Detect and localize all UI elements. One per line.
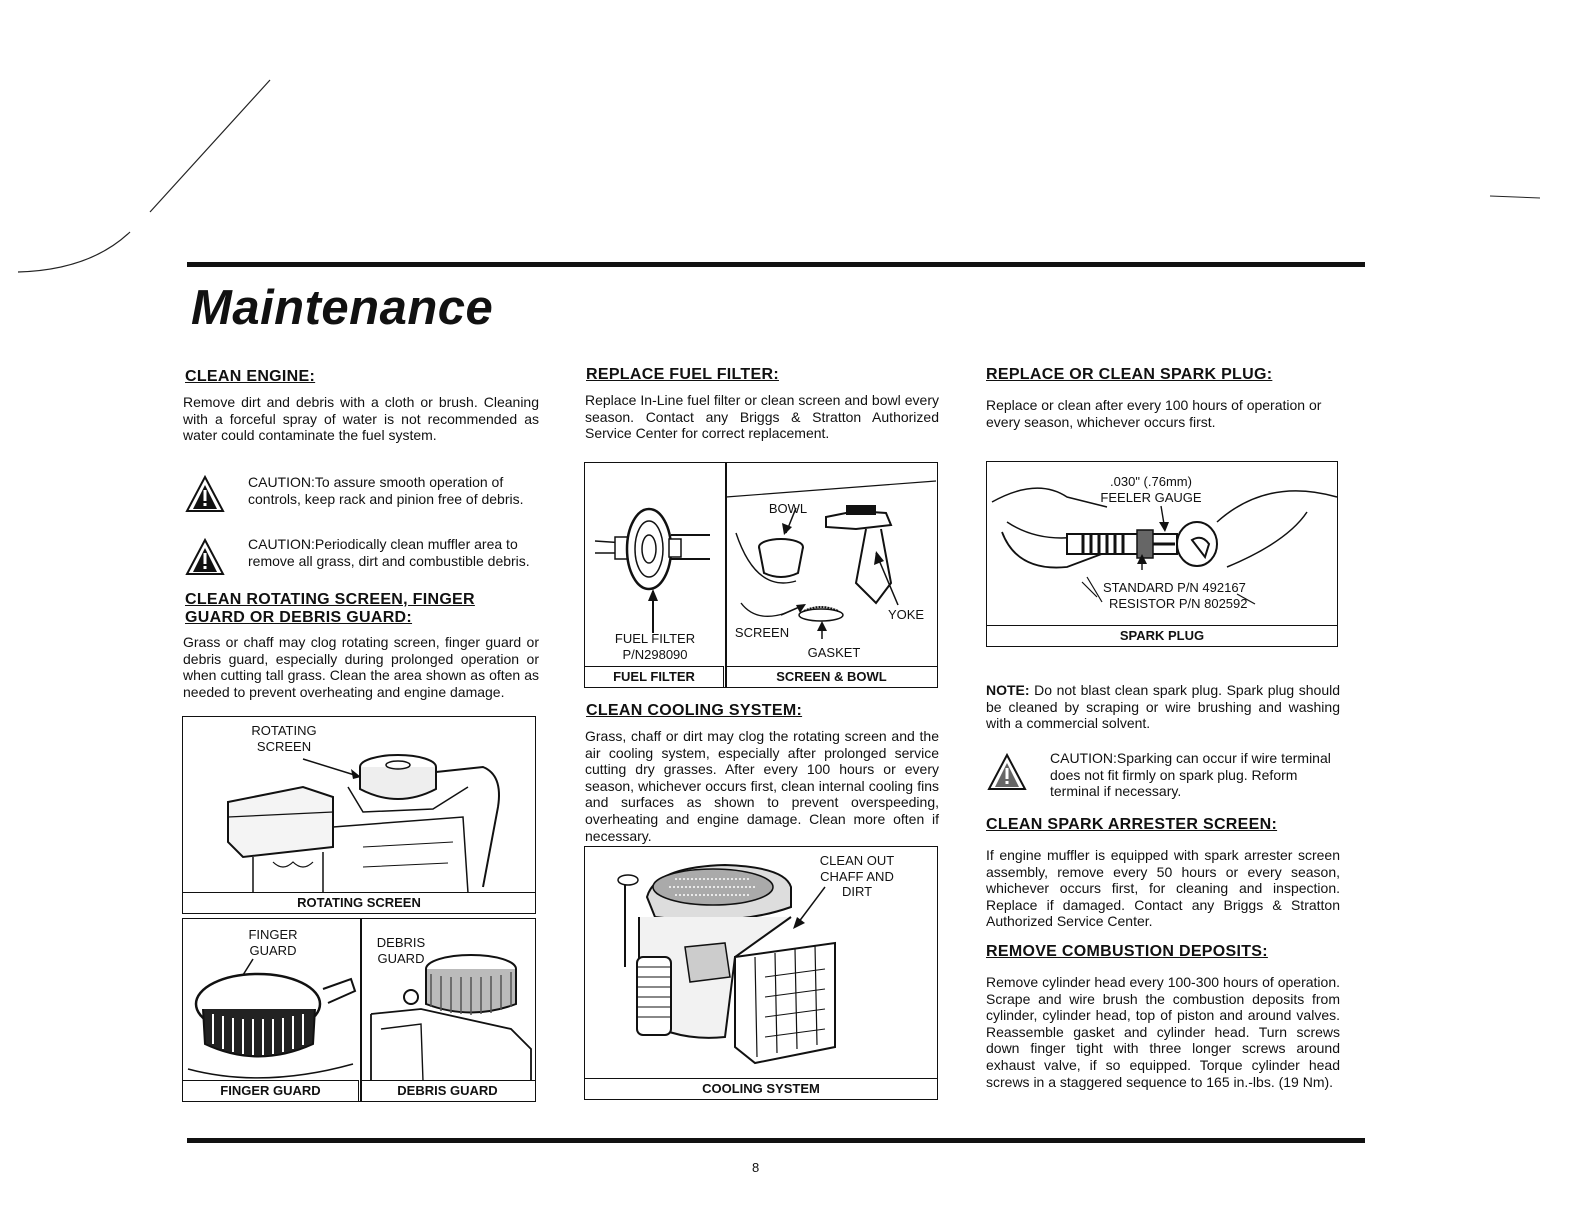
cooling-system-text: Grass, chaff or dirt may clog the rotating screen and the air cooling system, especially after prolonged service cutting dry grasses. After every 100 hours or every season, whichever occurs first, clean internal cooling fins and surfaces as shown to prevent overspeeding, overheating and engine damage. Clean more often if necessary. xyxy=(585,728,939,844)
guards-figure xyxy=(182,918,536,1102)
cooling-system-figure xyxy=(584,846,938,1100)
corner-pen-mark xyxy=(0,0,300,300)
debris-guard-label: DEBRIS GUARD xyxy=(376,935,426,966)
screen-bowl-caption: SCREEN & BOWL xyxy=(726,666,937,687)
feeler-gauge-label: FEELER GAUGE xyxy=(1100,490,1202,505)
spark-plug-heading: REPLACE OR CLEAN SPARK PLUG: xyxy=(986,366,1273,383)
spark-plug-figure xyxy=(986,461,1338,647)
resistor-part-label: RESISTOR P/N 802592 xyxy=(1109,596,1248,611)
finger-guard-illustration xyxy=(183,919,359,1081)
clean-out-label: CLEAN OUT CHAFF AND DIRT xyxy=(819,853,895,899)
finger-guard-caption: FINGER GUARD xyxy=(183,1080,359,1101)
gap-label: .030" (.76mm) xyxy=(1110,474,1192,489)
rotating-screen-caption: ROTATING SCREEN xyxy=(183,892,535,913)
note-label: NOTE: xyxy=(986,682,1030,698)
note-text: Do not blast clean spark plug. Spark plug should be cleaned by scraping or wire brushing and washing with a commercial solvent. xyxy=(986,682,1341,732)
bowl-label: BOWL xyxy=(768,501,808,516)
page-title: Maintenance xyxy=(191,281,494,335)
spark-arrester-text: If engine muffler is equipped with spark arrester screen assembly, remove every 50 hours or every season, whichever occurs first, for cleaning and inspection. Replace if damaged. Contact any Briggs & Stratton Authorized Service Center. xyxy=(986,847,1340,930)
rotating-screen-label: ROTATING SCREEN xyxy=(251,723,317,754)
debris-guard-illustration xyxy=(361,919,537,1081)
caution-rack-pinion: CAUTION:To assure smooth operation of controls, keep rack and pinion free of debris. xyxy=(248,474,524,507)
spark-plug-note xyxy=(986,682,1340,732)
screen-label: SCREEN xyxy=(734,625,790,640)
spark-plug-text: Replace or clean after every 100 hours of operation or every season, whichever occurs first. xyxy=(986,397,1322,430)
standard-part-label: STANDARD P/N 492167 xyxy=(1103,580,1246,595)
caution-warning-icon xyxy=(186,539,224,575)
fuel-filter-part-number: P/N298090 xyxy=(622,647,688,662)
combustion-deposits-text: Remove cylinder head every 100-300 hours of operation. Scrape and wire brush the combustion deposits from cylinder, cylinder head, top of piston and around valves. Reassemble gasket and cylinder head. Turn screws down finger tight with three longer screws around exhaust valve, if so equipped. Torque cylinder head screws in a staggered sequence to 165 in.-lbs. (19 Nm). xyxy=(986,974,1340,1090)
rotating-screen-heading: CLEAN ROTATING SCREEN, FINGER xyxy=(185,591,475,608)
top-rule xyxy=(187,262,1365,267)
engine-illustration xyxy=(183,717,535,893)
combustion-deposits-heading: REMOVE COMBUSTION DEPOSITS: xyxy=(986,943,1268,960)
caution-warning-icon xyxy=(186,476,224,512)
spark-arrester-heading: CLEAN SPARK ARRESTER SCREEN: xyxy=(986,816,1278,833)
caution-warning-icon xyxy=(988,754,1026,790)
page-number: 8 xyxy=(752,1160,760,1175)
caution-spark-terminal: CAUTION:Sparking can occur if wire terminal does not fit firmly on spark plug. Reform terminal if necessary. xyxy=(1050,750,1331,800)
gasket-label: GASKET xyxy=(807,645,861,660)
clean-engine-text: Remove dirt and debris with a cloth or brush. Cleaning with a forceful spray of water is not recommended as water could contaminate the fuel system. xyxy=(183,394,539,444)
spark-plug-caption: SPARK PLUG xyxy=(987,625,1337,646)
bottom-rule xyxy=(187,1138,1365,1143)
fuel-filter-heading: REPLACE FUEL FILTER: xyxy=(586,366,779,383)
clean-engine-heading: CLEAN ENGINE: xyxy=(185,368,316,385)
caution-muffler: CAUTION:Periodically clean muffler area to remove all grass, dirt and combustible debris. xyxy=(248,536,530,569)
rotating-screen-heading-2: GUARD OR DEBRIS GUARD: xyxy=(185,609,413,626)
fuel-filter-text: Replace In-Line fuel filter or clean screen and bowl every season. Contact any Briggs & Stratton Authorized Service Center for correct replacement. xyxy=(585,392,939,442)
finger-guard-label: FINGER GUARD xyxy=(248,927,298,958)
debris-guard-caption: DEBRIS GUARD xyxy=(360,1080,535,1101)
fuel-filter-caption: FUEL FILTER xyxy=(585,666,724,687)
rotating-screen-text: Grass or chaff may clog rotating screen, finger guard or debris guard, especially during prolonged operation or when cutting tall grass. Clean the area shown as often as needed to prevent overheating and engine damage. xyxy=(183,634,539,700)
yoke-label: YOKE xyxy=(887,607,925,622)
cooling-system-caption: COOLING SYSTEM xyxy=(585,1078,937,1099)
fuel-filter-figure xyxy=(584,462,938,688)
cooling-system-heading: CLEAN COOLING SYSTEM: xyxy=(586,702,803,719)
fuel-filter-label: FUEL FILTER xyxy=(614,631,696,646)
rotating-screen-figure xyxy=(182,716,536,914)
